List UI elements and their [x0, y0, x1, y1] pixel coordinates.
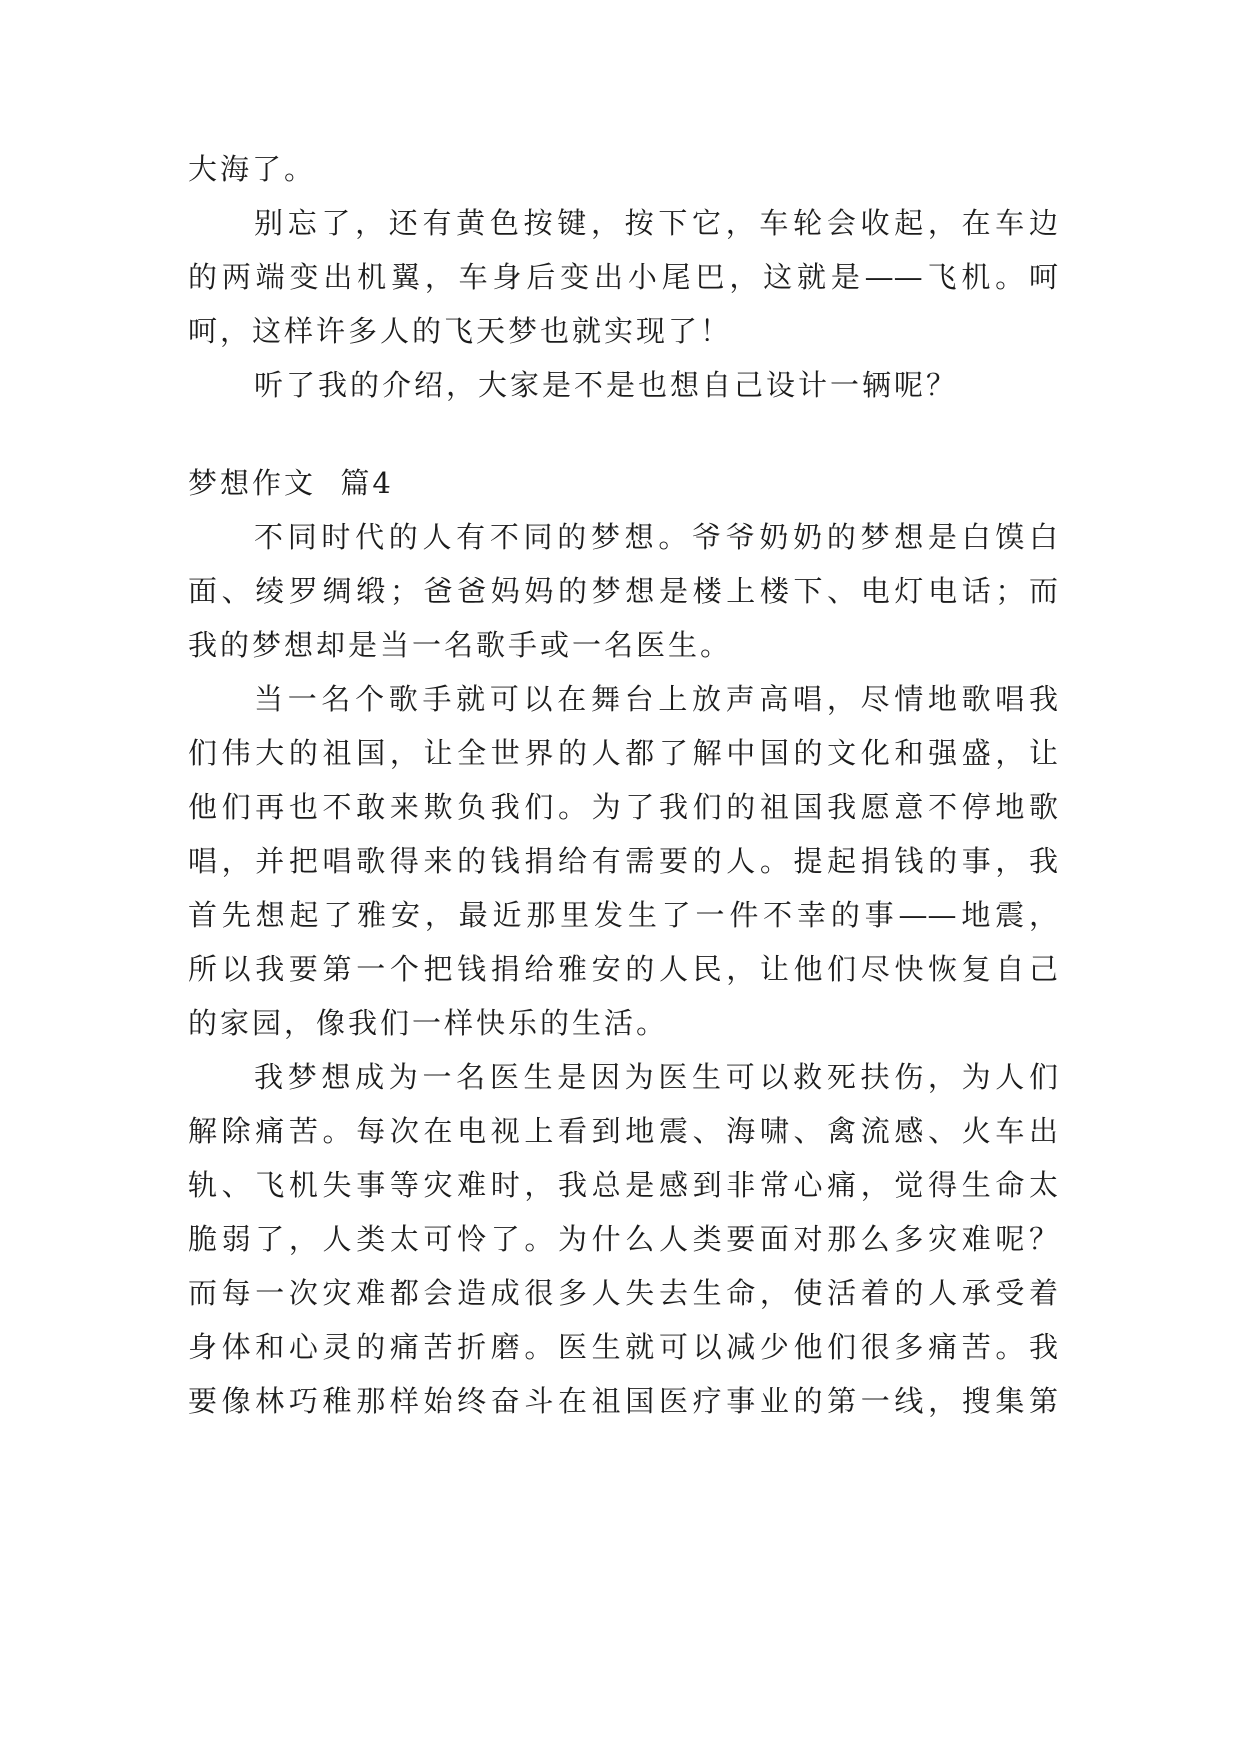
text-line: 当一名个歌手就可以在舞台上放声高唱，尽情地歌唱我: [254, 682, 1058, 716]
text-line: 所以我要第一个把钱捐给雅安的人民，让他们尽快恢复自己: [188, 952, 1058, 986]
text-line: 我梦想成为一名医生是因为医生可以救死扶伤，为人们: [254, 1060, 1058, 1094]
text-line: 不同时代的人有不同的梦想。爷爷奶奶的梦想是白馍白: [254, 520, 1058, 554]
text-line: 他们再也不敢来欺负我们。为了我们的祖国我愿意不停地歌: [188, 790, 1058, 824]
text-line: 身体和心灵的痛苦折磨。医生就可以减少他们很多痛苦。我: [188, 1330, 1058, 1364]
text-line: 们伟大的祖国，让全世界的人都了解中国的文化和强盛，让: [188, 736, 1058, 770]
text-line: 而每一次灾难都会造成很多人失去生命，使活着的人承受着: [188, 1276, 1058, 1310]
text-line: 的家园，像我们一样快乐的生活。: [188, 1006, 669, 1040]
text-line: 听了我的介绍，大家是不是也想自己设计一辆呢？: [254, 368, 959, 402]
text-line: 大海了。: [188, 152, 317, 186]
text-line: 解除痛苦。每次在电视上看到地震、海啸、禽流感、火车出: [188, 1114, 1058, 1148]
text-line: 轨、飞机失事等灾难时，我总是感到非常心痛，觉得生命太: [188, 1168, 1058, 1202]
text-line: 的两端变出机翼，车身后变出小尾巴，这就是——飞机。呵: [188, 260, 1058, 294]
section-heading: 梦想作文 篇4: [188, 466, 394, 500]
text-line: 脆弱了，人类太可怜了。为什么人类要面对那么多灾难呢？: [188, 1222, 1058, 1256]
text-line: 唱，并把唱歌得来的钱捐给有需要的人。提起捐钱的事，我: [188, 844, 1058, 878]
text-line: 呵，这样许多人的飞天梦也就实现了！: [188, 314, 733, 348]
text-line: 我的梦想却是当一名歌手或一名医生。: [188, 628, 733, 662]
text-line: 面、绫罗绸缎；爸爸妈妈的梦想是楼上楼下、电灯电话；而: [188, 574, 1058, 608]
text-line: 要像林巧稚那样始终奋斗在祖国医疗事业的第一线，搜集第: [188, 1384, 1058, 1418]
text-line: 别忘了，还有黄色按键，按下它，车轮会收起，在车边: [254, 206, 1058, 240]
text-line: 首先想起了雅安，最近那里发生了一件不幸的事——地震，: [188, 898, 1058, 932]
